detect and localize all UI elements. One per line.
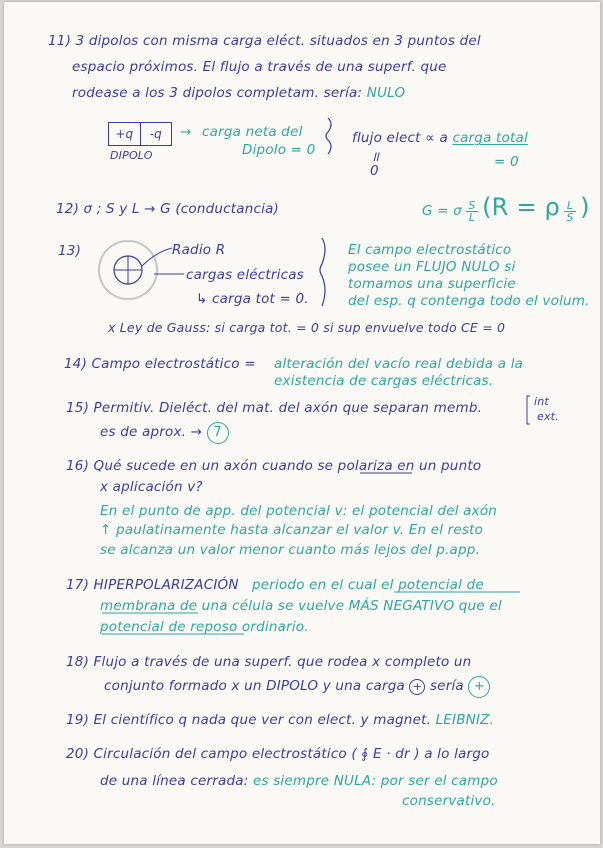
gauss-line: x Ley de Gauss: si carga tot. = 0 si sup envuelve todo CE = 0	[108, 320, 506, 335]
q11-brace	[326, 118, 331, 154]
q20-green-1: es siempre NULA: por ser el campo	[252, 773, 498, 789]
q18-answer: +	[468, 676, 490, 698]
q13-green-2: posee un FLUJO NULO si	[348, 259, 516, 275]
notebook-page	[4, 2, 600, 844]
q16-green-2: ↑ paulatinamente hasta alcanzar el valor v. En el resto	[100, 522, 484, 538]
q11-line-3: rodease a los 3 dipolos completam. sería: NULO	[72, 85, 406, 101]
equal-sign-vertical: ॥	[371, 149, 380, 165]
q16-green-3: se alcanza un valor menor cuanto más lejos del p.app.	[100, 542, 481, 558]
q14-green-1: alteración del vacío real debida a la	[274, 356, 524, 372]
q12-text: 12) σ ; S y L → G (conductancia)	[56, 201, 280, 217]
q15-bracket	[527, 396, 530, 424]
q13-green-4: del esp. q contenga todo el volum.	[348, 293, 590, 309]
zero-right: = 0	[494, 154, 519, 170]
plus-charge-symbol: +	[409, 679, 425, 695]
q16-green-1: En el punto de app. del potencial v: el potencial del axón	[100, 503, 498, 519]
q16-line-1: 16) Qué sucede en un axón cuando se polariza en un punto	[66, 458, 482, 474]
handdrawn-strokes	[4, 2, 600, 844]
q11-answer: NULO	[366, 85, 406, 101]
q11-arrow: →	[180, 124, 192, 140]
total-charge: ↳ carga tot = 0.	[196, 291, 309, 307]
dipole-minus: -q	[140, 123, 172, 145]
q14-green-2: existencia de cargas eléctricas.	[274, 373, 494, 389]
q15-answer: 7	[207, 422, 229, 444]
sphere-diagram	[99, 241, 184, 299]
net-charge-2: Dipolo = 0	[242, 142, 316, 158]
q13-brace	[320, 238, 325, 306]
q17-green-1: periodo en el cual el potencial de	[252, 577, 484, 593]
integral-expression: ( ∮ E · dr )	[351, 746, 420, 762]
q18-line-1: 18) Flujo a través de una superf. que rodea x completo un	[66, 654, 472, 670]
q13-green-3: tomamos una superficie	[348, 276, 516, 292]
q17-green-2: membrana de una célula se vuelve MÁS NEGATIVO que el	[100, 598, 502, 614]
q20-green-2: conservativo.	[402, 793, 496, 809]
q11-line-2: espacio próximos. El flujo a través de una superf. que	[72, 59, 447, 75]
charges-label: cargas eléctricas	[186, 267, 304, 283]
q15-line-2: es de aprox. → 7	[100, 422, 229, 444]
net-charge-1: carga neta del	[202, 124, 303, 140]
dipole-caption: DIPOLO	[110, 149, 153, 162]
q17-label: 17) HIPERPOLARIZACIÓN	[66, 577, 239, 593]
q15-side-ext: ext.	[537, 410, 559, 423]
q15-line-1: 15) Permitiv. Dieléct. del mat. del axón que separan memb.	[66, 400, 483, 416]
q15-side-int: int	[534, 395, 549, 408]
q13-number: 13)	[58, 243, 82, 259]
q19-text: 19) El científico q nada que ver con elect. y magnet. LEIBNIZ.	[66, 712, 495, 728]
q20-line-2: de una línea cerrada: es siempre NULA: por ser el campo	[100, 773, 498, 789]
q13-green-1: El campo electrostático	[348, 242, 512, 258]
q14-text: 14) Campo electrostático =	[64, 356, 256, 372]
q18-line-2: conjunto formado x un DIPOLO y una carga + sería +	[104, 676, 490, 698]
q17-green-3: potencial de reposo ordinario.	[100, 619, 309, 635]
q20-line-1: 20) Circulación del campo electrostático ( ∮ E · dr ) a lo largo	[66, 746, 490, 762]
flux-total: carga total	[452, 130, 528, 146]
q12-formula: G = σ $\frac{S}{L}$ (R = ρ $\frac{L}{S}$ )	[422, 193, 590, 224]
q16-line-2: x aplicación v?	[100, 479, 203, 495]
zero-left: 0	[370, 163, 379, 179]
flux-note: flujo elect ∝ a carga total	[352, 130, 528, 146]
dipole-plus: +q	[115, 127, 134, 141]
q11-line-1: 11) 3 dipolos con misma carga eléct. situados en 3 puntos del	[48, 33, 481, 49]
radius-label: Radio R	[172, 242, 226, 258]
q19-answer: LEIBNIZ.	[435, 712, 495, 728]
